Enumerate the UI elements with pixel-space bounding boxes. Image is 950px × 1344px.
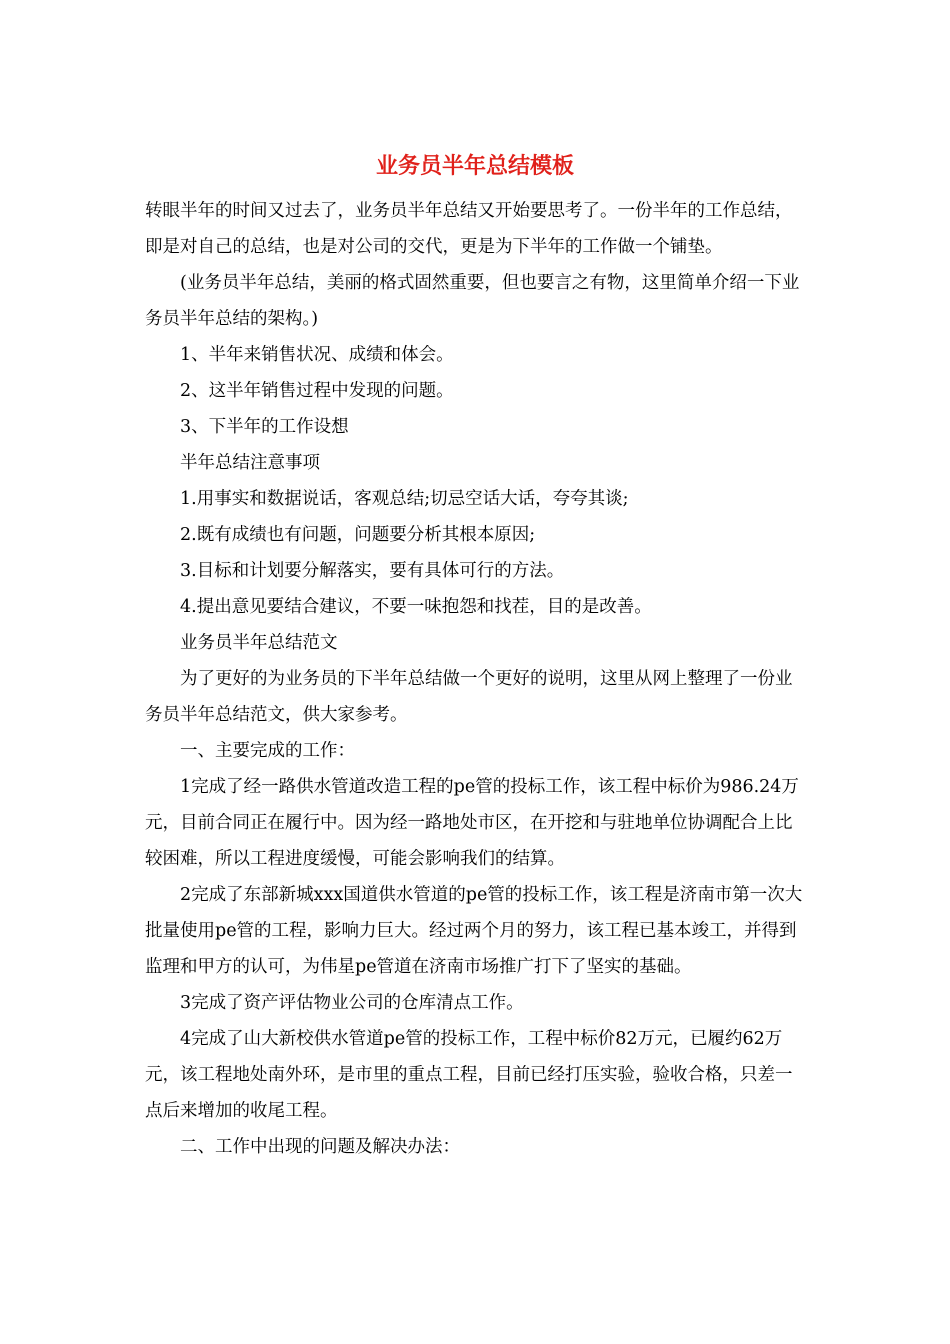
paragraph: 3、下半年的工作设想 xyxy=(180,417,349,437)
paragraph: 1.用事实和数据说话，客观总结;切忌空话大话，夸夸其谈; xyxy=(180,489,629,509)
paragraph: 4完成了山大新校供水管道pe管的投标工作，工程中标价82万元，已履约62万元，该工程地处南外环，是市里的重点工程，目前已经打压实验，验收合格，只差一点后来增加的收尾工程。 xyxy=(145,1029,793,1121)
paragraph: 3完成了资产评估物业公司的仓库清点工作。 xyxy=(180,993,524,1013)
paragraph: 1、半年来销售状况、成绩和体会。 xyxy=(180,345,454,365)
paragraph: 2.既有成绩也有问题，问题要分析其根本原因; xyxy=(180,525,536,545)
paragraph: 3.目标和计划要分解落实，要有具体可行的方法。 xyxy=(180,561,565,581)
paragraph: 半年总结注意事项 xyxy=(180,453,320,473)
paragraph: 一、主要完成的工作： xyxy=(180,741,355,761)
paragraph: 业务员半年总结范文 xyxy=(180,633,338,653)
paragraph: 4.提出意见要结合建议，不要一味抱怨和找茬，目的是改善。 xyxy=(180,597,652,617)
paragraph: 二、工作中出现的问题及解决办法： xyxy=(180,1137,460,1157)
paragraph: 为了更好的为业务员的下半年总结做一个更好的说明，这里从网上整理了一份业务员半年总结范文，供大家参考。 xyxy=(145,669,793,725)
paragraph: 转眼半年的时间又过去了，业务员半年总结又开始要思考了。一份半年的工作总结，即是对自己的总结，也是对公司的交代，更是为下半年的工作做一个铺垫。 xyxy=(145,201,793,257)
paragraph: 1完成了经一路供水管道改造工程的pe管的投标工作，该工程中标价为986.24万元，目前合同正在履行中。因为经一路地处市区，在开挖和与驻地单位协调配合上比较困难，所以工程进度缓慢，可能会影响我们的结算。 xyxy=(145,777,799,869)
paragraph: 2、这半年销售过程中发现的问题。 xyxy=(180,381,454,401)
document-title: 业务员半年总结模板 xyxy=(375,153,574,179)
paragraph: 2完成了东部新城xxx国道供水管道的pe管的投标工作，该工程是济南市第一次大批量使用pe管的工程，影响力巨大。经过两个月的努力，该工程已基本竣工，并得到监理和甲方的认可，为伟星pe管道在济南市场推广打下了坚实的基础。 xyxy=(145,885,803,977)
paragraph: (业务员半年总结，美丽的格式固然重要，但也要言之有物，这里简单介绍一下业务员半年总结的架构。) xyxy=(145,273,800,329)
document-body xyxy=(145,193,805,1165)
